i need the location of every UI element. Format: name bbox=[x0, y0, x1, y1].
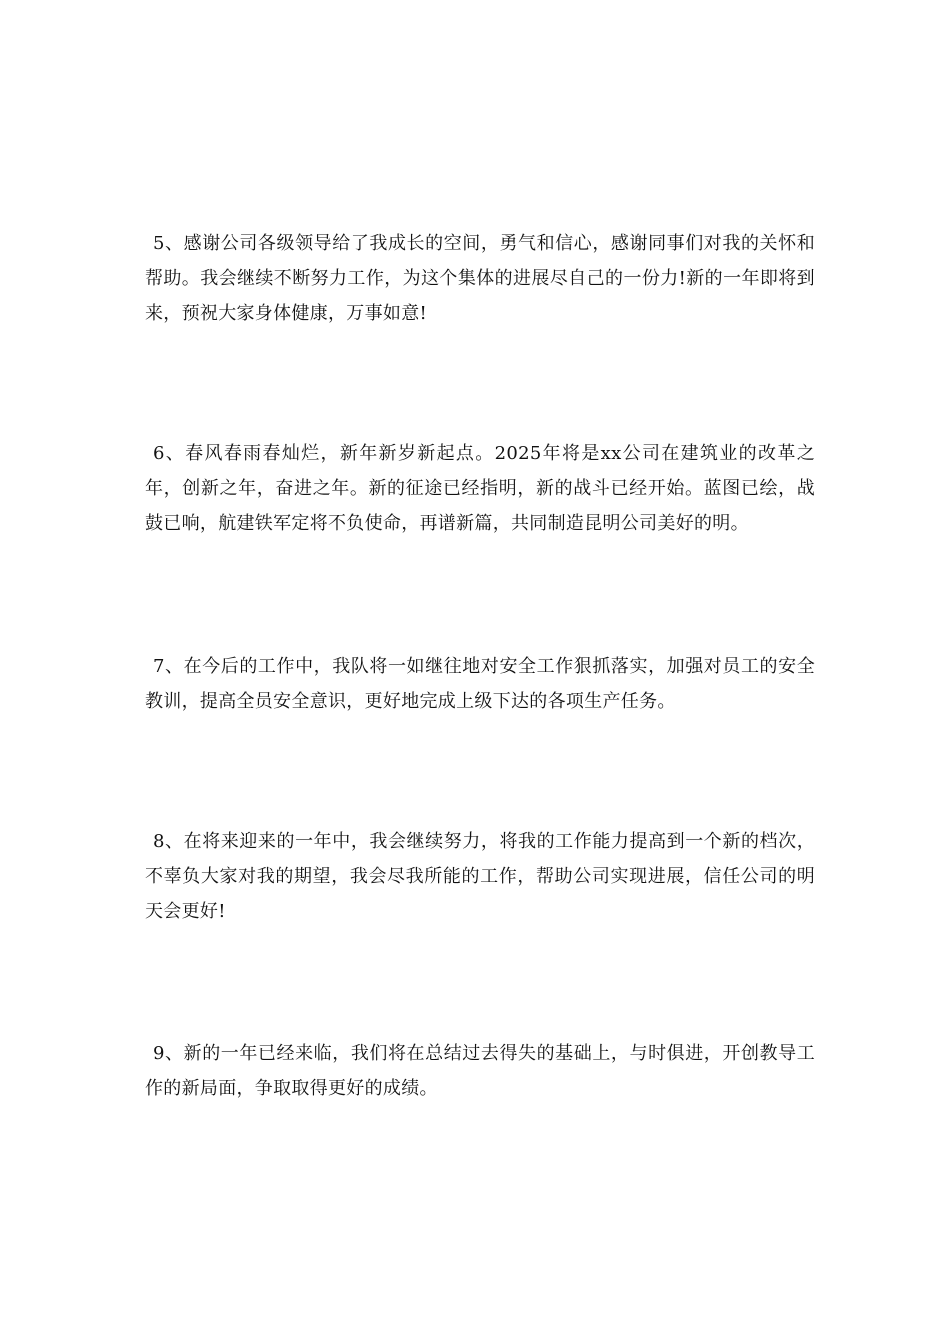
paragraph-6: 6、春风春雨春灿烂，新年新岁新起点。2025年将是xx公司在建筑业的改革之年，创新之年，奋进之年。新的征途已经指明，新的战斗已经开始。蓝图已绘，战鼓已响，航建铁军定将不负使命，再谱新篇，共同制造昆明公司美好的明。 bbox=[145, 443, 815, 534]
paragraph-8: 8、在将来迎来的一年中，我会继续努力，将我的工作能力提高到一个新的档次，不辜负大家对我的期望，我会尽我所能的工作，帮助公司实现进展，信任公司的明天会更好! bbox=[145, 831, 815, 922]
paragraph-7: 7、在今后的工作中，我队将一如继往地对安全工作狠抓落实，加强对员工的安全教训，提高全员安全意识，更好地完成上级下达的各项生产任务。 bbox=[145, 656, 815, 712]
paragraph-5: 5、感谢公司各级领导给了我成长的空间，勇气和信心，感谢同事们对我的关怀和帮助。我会继续不断努力工作，为这个集体的进展尽自己的一份力!新的一年即将到来，预祝大家身体健康，万事如意! bbox=[145, 233, 815, 324]
paragraph-9: 9、新的一年已经来临，我们将在总结过去得失的基础上，与时俱进，开创教导工作的新局面，争取取得更好的成绩。 bbox=[145, 1043, 815, 1099]
